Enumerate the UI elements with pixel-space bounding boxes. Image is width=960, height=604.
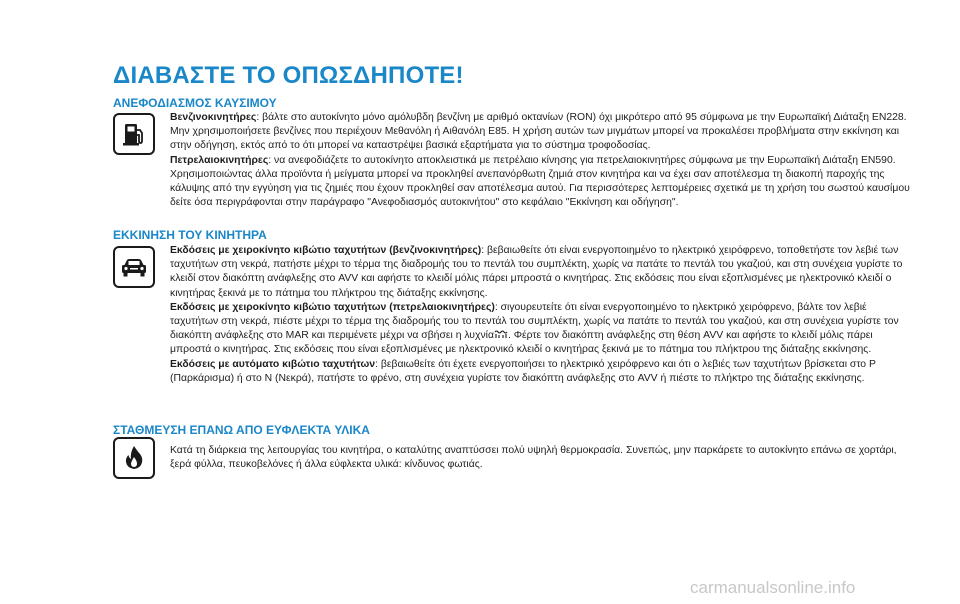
paragraph-parking — [170, 444, 912, 472]
text-manual-diesel-part1: : σιγουρευτείτε ότι είναι ενεργοποιημένο το ηλεκτρικό χειρόφρενο, βάλτε τον λεβιέ ταχυτήτων στη νεκρά, πιέστε μέχρι το τέρμα της διαδρομής του το πεντάλ του συμπλέκτη, χωρίς να πατάτε το πεντάλ του γκαζιού, και στη συνέχεια γυρίστε τον διακόπτη ανάφλεξης στο MAR και περιμένετε μέχρι να σβήσει η λυχνία — [170, 301, 899, 342]
fuel-pump-icon — [113, 113, 155, 155]
lead-petrol-engines: Βενζινοκινητήρες — [170, 112, 257, 123]
text-diesel-engines: : να ανεφοδιάζετε το αυτοκίνητο αποκλειστικά με πετρέλαιο κίνησης για πετρελαιοκινητήρες σύμφωνα με την Ευρωπαϊκή Διάταξη EN590. Χρησιμοποιώντας άλλα προϊόντα ή μείγματα μπορεί να προκληθεί ανεπανόρθωτη ζημιά στον κινητήρα και να έχει σαν αποτέλεσμα τη διακοπή παροχής της κάλυψης από την εγγύηση για τις ζημιές που έχουν προκληθεί σαν αποτέλεσμα αυτού. Για περισσότερες λεπτομέρειες σχετικά με τη χρήση του σωστού καυσίμου δείτε όσα περιγράφονται στην παράγραφο "Ανεφοδιασμός αυτοκινήτου" στο κεφάλαιο "Εκκίνηση και οδήγηση". — [170, 154, 910, 209]
text-manual-diesel-part2: . Φέρτε τον διακόπτη ανάφλεξης στη θέση AVV και αφήστε το κλειδί μόλις πάρει μπροστά ο κινητήρας. Στις εκδόσεις που είναι εξοπλισμένες με ηλεκτρονικό κλειδί ο κινητήρας ξεκινά με το πάτημα του πλήκτρου της διάταξης εκκίνησης. — [170, 330, 873, 356]
section-heading-engine-start: ΕΚΚΙΝΗΣΗ ΤΟΥ ΚΙΝΗΤΗΡΑ — [113, 228, 267, 242]
page-title: ΔΙΑΒΑΣΤΕ ΤΟ ΟΠΩΣΔΗΠΟΤΕ! — [113, 62, 464, 89]
paragraph-manual-diesel — [170, 301, 912, 358]
watermark: carmanualsonline.info — [690, 578, 856, 597]
paragraph-petrol — [170, 111, 912, 154]
lead-manual-petrol: Εκδόσεις με χειροκίνητο κιβώτιο ταχυτήτων (βενζινοκινητήρες) — [170, 245, 482, 256]
car-icon — [113, 246, 155, 288]
paragraph-manual-petrol — [170, 244, 912, 301]
text-automatic: : βεβαιωθείτε ότι έχετε ενεργοποιήσει το ηλεκτρικό χειρόφρενο και ότι ο λεβιές των ταχυτήτων βρίσκεται στο P (Παρκάρισμα) ή στο N (Νεκρά), πατήστε το φρένο, στη συνέχεια γυρίστε τον διακόπτη ανάφλεξης στο AVV ή πιέστε το πλήκτρο της διάταξης εκκίνησης. — [170, 358, 876, 384]
refuelling-text — [170, 111, 912, 210]
section-heading-refuelling: ΑΝΕΦΟΔΙΑΣΜΟΣ ΚΑΥΣΙΜΟΥ — [113, 96, 277, 110]
lead-automatic: Εκδόσεις με αυτόματο κιβώτιο ταχυτήτων — [170, 358, 376, 370]
section-heading-parking: ΣΤΑΘΜΕΥΣΗ ΕΠΑΝΩ ΑΠΟ ΕΥΦΛΕΚΤΑ ΥΛΙΚΑ — [113, 423, 370, 437]
paragraph-diesel — [170, 154, 912, 211]
lead-manual-diesel: Εκδόσεις με χειροκίνητο κιβώτιο ταχυτήτων (πετρελαιοκινητήρες) — [170, 301, 495, 313]
paragraph-automatic — [170, 358, 912, 386]
parking-text — [170, 444, 912, 472]
glow-plug-icon — [494, 329, 508, 339]
lead-diesel-engines: Πετρελαιοκινητήρες — [170, 154, 269, 166]
fire-icon — [113, 437, 155, 479]
text-manual-petrol: : βεβαιωθείτε ότι είναι ενεργοποιημένο το ηλεκτρικό χειρόφρενο, τοποθετήστε τον λεβιέ των ταχυτήτων στη νεκρά, πατήστε μέχρι το τέρμα της διαδρομής του το πεντάλ του συμπλέκτη, χωρίς να πατάτε το πεντάλ του γκαζιού, και στη συνέχεια γυρίστε το κλειδί στον διακόπτη ανάφλεξης στο AVV και αφήστε το κλειδί μόλις πάρει μπροστά ο κινητήρας. Στις εκδόσεις που είναι εξοπλισμένες με ηλεκτρονικό κλειδί ο κινητήρας ξεκινά με το πάτημα του πλήκτρου της διάταξης εκκίνησης. — [170, 245, 903, 299]
text-parking: Κατά τη διάρκεια της λειτουργίας του κινητήρα, ο καταλύτης αναπτύσσει πολύ υψηλή θερμοκρασία. Συνεπώς, μην παρκάρετε το αυτοκίνητο επάνω σε χορτάρι, ξερά φύλλα, πευκοβελόνες ή άλλα εύφλεκτα υλικά: κίνδυνος φωτιάς. — [170, 445, 897, 471]
text-petrol-engines: : βάλτε στο αυτοκίνητο μόνο αμόλυβδη βενζίνη με αριθμό οκτανίων (RON) όχι μικρότερο από 95 σύμφωνα με την Ευρωπαϊκή Διάταξη EN228. Μην χρησιμοποιήσετε βενζίνες που περιέχουν Μεθανόλη ή Αιθανόλη E85. Η χρήση αυτών των μιγμάτων μπορεί να προκαλέσει προβλήματα στην εκκίνηση και στην οδήγηση, εκτός από το ότι μπορεί να καταστρέψει βασικά εξαρτήματα για το σύστημα τροφοδοσίας. — [170, 112, 907, 152]
engine-start-text — [170, 244, 912, 386]
